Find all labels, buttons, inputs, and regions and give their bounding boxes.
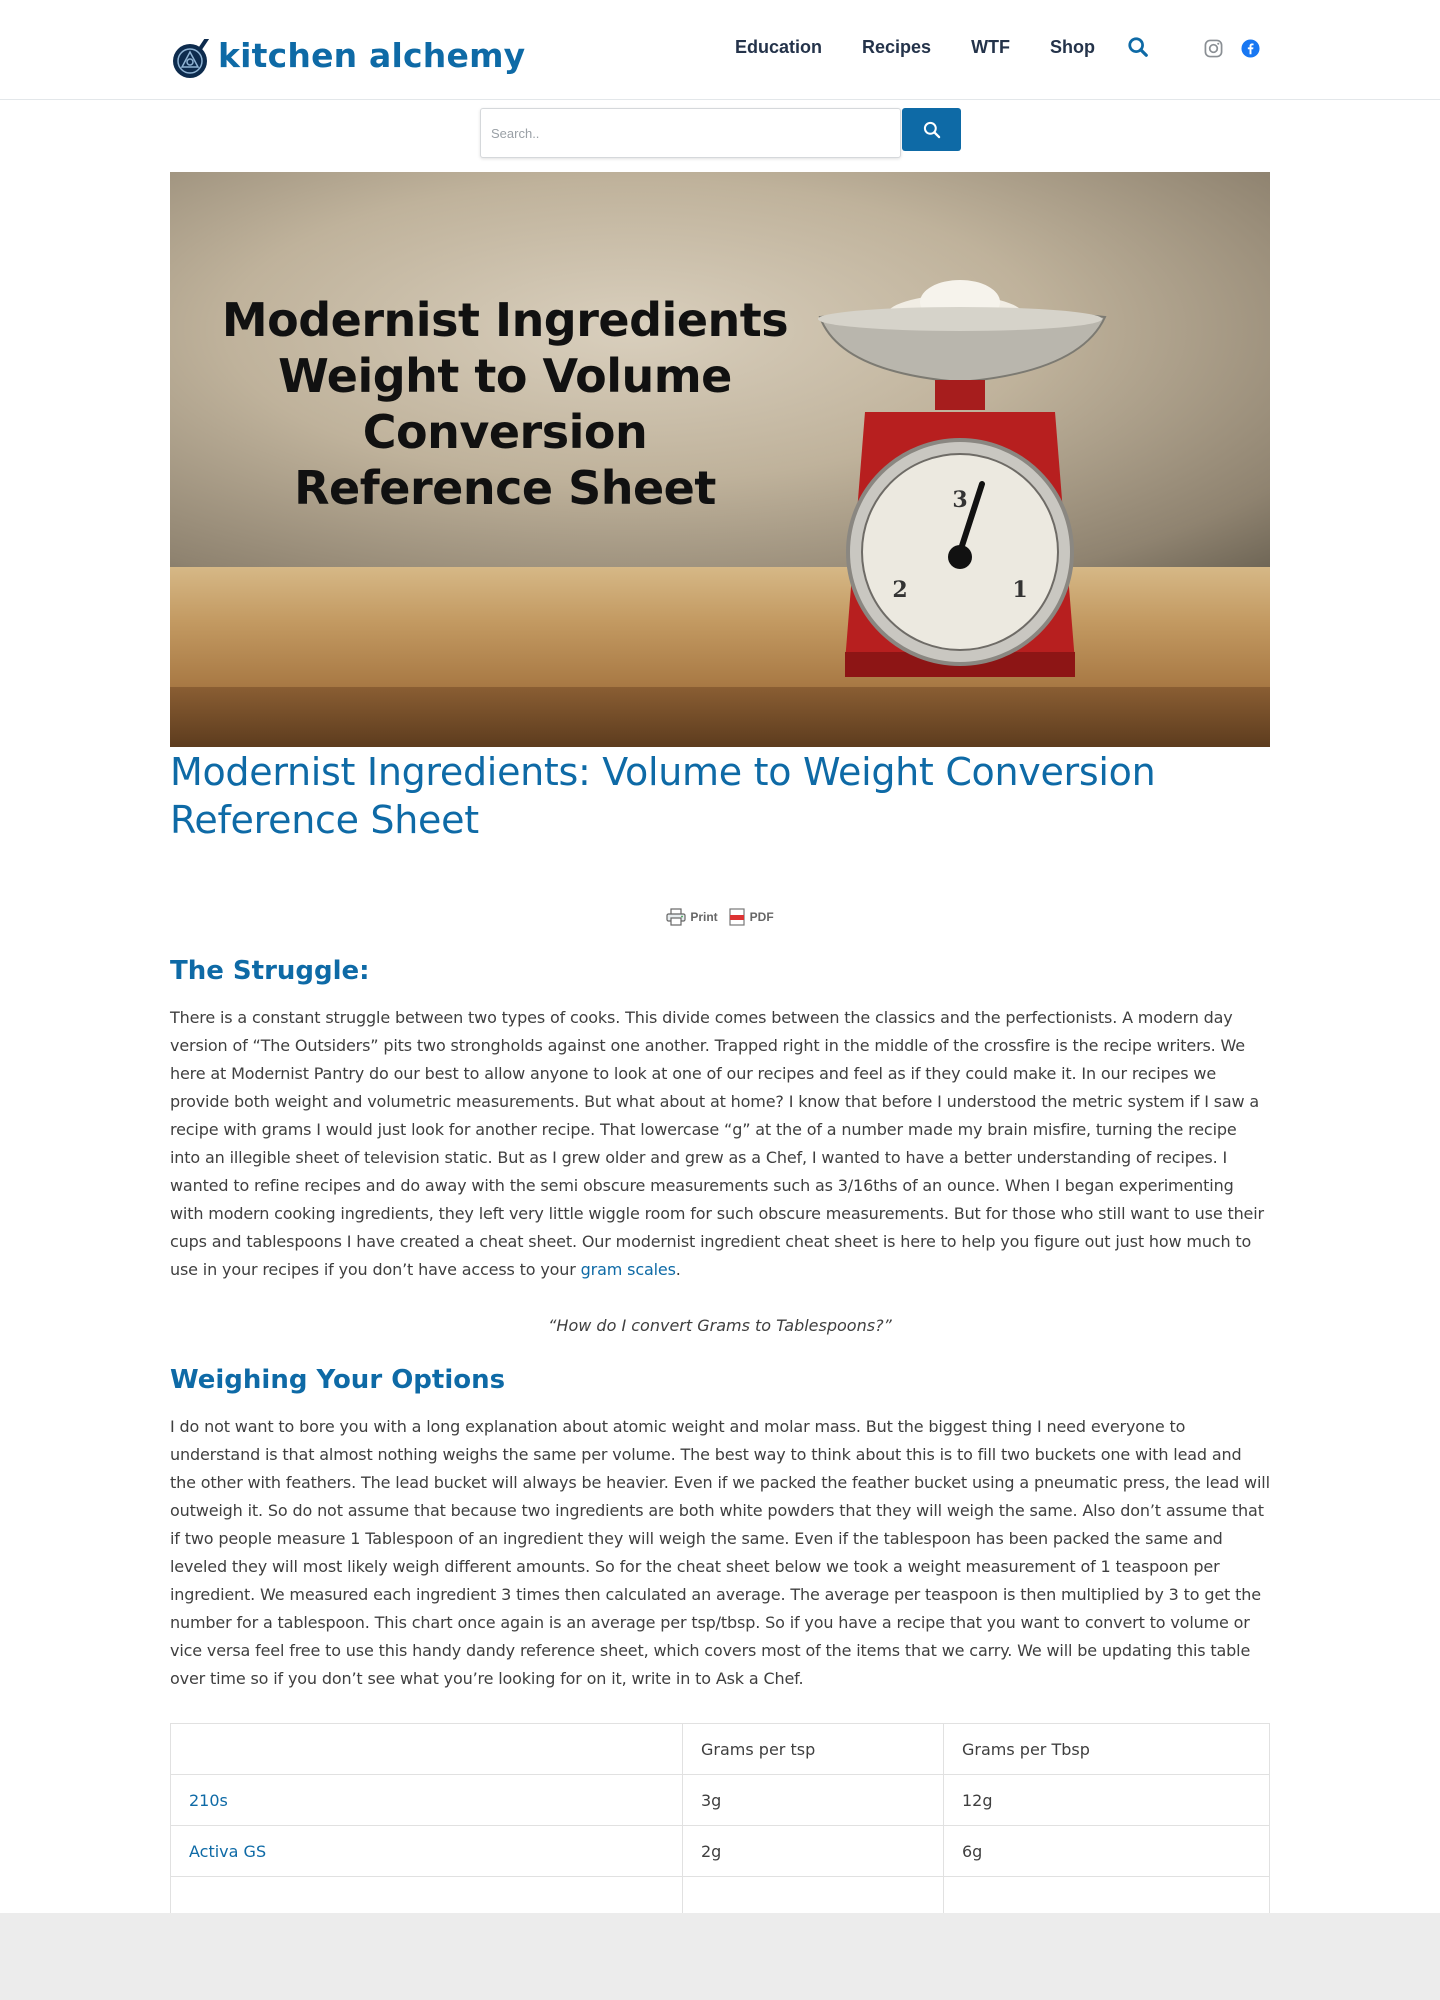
table-row	[171, 1826, 1270, 1877]
hero-table-edge	[170, 687, 1270, 747]
svg-text:1: 1	[1012, 577, 1028, 603]
section-body-end: .	[675, 1260, 681, 1279]
hero-title-line: Weight to Volume	[278, 349, 732, 403]
instagram-icon[interactable]	[1204, 39, 1223, 58]
print-pdf-row	[170, 908, 1270, 926]
kitchen-scale-illustration	[810, 222, 1110, 692]
search-input[interactable]	[480, 108, 901, 158]
ingredient-link[interactable]: 210s	[189, 1790, 228, 1810]
pdf-button[interactable]	[728, 908, 774, 926]
pull-quote: “How do I convert Grams to Tablespoons?”	[548, 1316, 892, 1335]
table-cell: 6g	[944, 1826, 1270, 1877]
social-links	[1204, 39, 1260, 58]
table-header-cell: Grams per tsp	[683, 1724, 944, 1775]
post-title: Modernist Ingredients: Volume to Weight Conversion Reference Sheet	[170, 750, 1156, 842]
search-icon[interactable]	[1127, 36, 1149, 58]
printer-icon	[666, 908, 686, 926]
hero-image	[170, 172, 1270, 747]
search-icon	[922, 120, 942, 140]
hero-title-line: Conversion	[362, 405, 648, 459]
section-body-text: There is a constant struggle between two types of cooks. This divide comes between the classics and the perfectionists. A modern day version of “The Outsiders” pits two strongholds against one another. Trapped right in the middle of the crossfire is the recipe writers. We here at Modernist Pantry do our best to allow anyone to look at one of our recipes and feel as if they could make it. In our recipes we provide both weight and volumetric measurements. But what about at home? I know that before I understood the metric system if I saw a recipe with grams I would just look for another recipe. That lowercase “g” at the of a number made my brain misfire, turning the recipe into an illegible sheet of television static. But as I grew older and grew as a Chef, I wanted to have a better understanding of recipes. I wanted to refine recipes and do away with the semi obscure measurements such as 3/16ths of an ounce. When I began experimenting with modern cooking ingredients, they left very little wiggle room for such obscure measurements. But for those who still want to use their cups and tablespoons I have created a cheat sheet. Our modernist ingredient cheat sheet is here to help you figure out just how much to use in your recipes if you don’t have access to your	[170, 1008, 1264, 1279]
table-header-cell	[171, 1724, 683, 1775]
facebook-icon[interactable]	[1241, 39, 1260, 58]
svg-text:3: 3	[952, 487, 968, 513]
bottom-overlay-bar	[0, 1913, 1440, 2000]
hero-title-line: Reference Sheet	[294, 461, 716, 515]
site-header	[0, 0, 1440, 100]
nav-link-recipes[interactable]: Recipes	[862, 36, 932, 57]
conversion-table	[170, 1723, 1270, 1928]
section-body-struggle	[170, 1004, 1270, 1284]
nav-link-wtf[interactable]: WTF	[971, 36, 1011, 57]
main-nav	[735, 36, 1149, 58]
site-logo[interactable]	[170, 20, 525, 82]
table-row	[171, 1775, 1270, 1826]
hero-title-line: Modernist Ingredients	[221, 293, 789, 347]
logo-text: kitchen alchemy	[218, 35, 526, 75]
gram-scales-link[interactable]: gram scales	[580, 1260, 676, 1279]
section-body-weighing: I do not want to bore you with a long explanation about atomic weight and molar mass. But the biggest thing I need everyone to understand is that almost nothing weighs the same per volume. The best way to think about this is to fill two buckets one with lead and the other with feathers. The lead bucket will always be heavier. Even if we packed the feather bucket using a pneumatic press, the lead will outweigh it. So do not assume that because two ingredients are both white powders that they will weigh the same. Also don’t assume that if two people measure 1 Tablespoon of an ingredient they will weigh the same. Even if the tablespoon has been packed the same and leveled they will most likely weigh different amounts. So for the cheat sheet below we took a weight measurement of 1 teaspoon per ingredient. We measured each ingredient 3 times then calculated an average. The average per teaspoon is then multiplied by 3 to get the number for a tablespoon. This chart once again is an average per tsp/tbsp. So if you have a recipe that you want to convert to volume or vice versa feel free to use this handy dandy reference sheet, which covers most of the items that we carry. We will be updating this table over time so if you don’t see what you’re looking for on it, write in to Ask a Chef.	[170, 1417, 1270, 1688]
nav-link-shop[interactable]: Shop	[1050, 36, 1096, 57]
hero-title	[200, 292, 810, 516]
table-cell: 3g	[683, 1775, 944, 1826]
table-cell: 12g	[944, 1775, 1270, 1826]
search-submit-button[interactable]	[902, 108, 961, 151]
pdf-icon	[728, 908, 746, 926]
article	[170, 748, 1270, 1928]
logo-flask-icon	[170, 39, 210, 79]
svg-text:2: 2	[892, 577, 908, 603]
print-label: Print	[690, 910, 718, 924]
table-header-cell: Grams per Tbsp	[944, 1724, 1270, 1775]
table-cell-ingredient	[171, 1775, 683, 1826]
pdf-label: PDF	[749, 910, 774, 924]
nav-link-education[interactable]: Education	[735, 36, 823, 57]
search-bar	[480, 108, 961, 158]
table-header-row	[171, 1724, 1270, 1775]
table-cell-ingredient	[171, 1826, 683, 1877]
section-heading-struggle: The Struggle:	[170, 956, 370, 986]
print-button[interactable]	[666, 908, 717, 926]
table-cell: 2g	[683, 1826, 944, 1877]
ingredient-link[interactable]: Activa GS	[189, 1841, 267, 1861]
section-heading-weighing: Weighing Your Options	[170, 1365, 506, 1395]
